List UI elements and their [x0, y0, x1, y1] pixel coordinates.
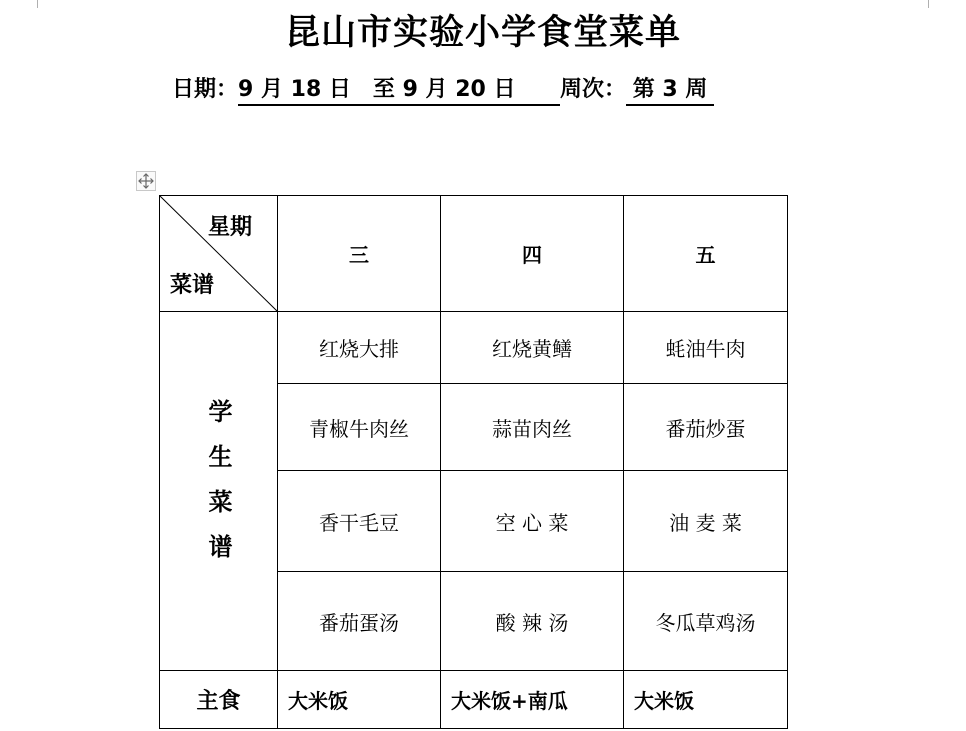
week-label: 周次： [560, 77, 627, 102]
corner-header-cell [160, 196, 278, 312]
dish-cell: 番茄蛋汤 [278, 572, 441, 671]
date-line [172, 74, 714, 106]
menu-header-label: 菜谱 [170, 273, 215, 298]
menu-table [159, 195, 788, 729]
weekday-header-label: 星期 [208, 215, 253, 240]
day-header-thu: 四 [441, 196, 624, 312]
staple-cell: 大米饭 [278, 671, 441, 729]
dish-cell: 红烧大排 [278, 312, 441, 384]
student-menu-label: 学生菜谱 [204, 398, 232, 579]
day-header-fri: 五 [624, 196, 788, 312]
menu-row [160, 312, 788, 384]
page-corner-mark-right [928, 0, 937, 8]
dish-cell: 冬瓜草鸡汤 [624, 572, 788, 671]
date-range: 9 月 18 日 至 9 月 20 日 [238, 76, 560, 106]
staple-food-label: 主食 [196, 689, 241, 714]
section-label-cell [160, 312, 278, 671]
staple-row [160, 671, 788, 729]
staple-cell: 大米饭 [624, 671, 788, 729]
day-header-wed: 三 [278, 196, 441, 312]
dish-cell: 蒜苗肉丝 [441, 384, 624, 471]
header-row [160, 196, 788, 312]
document-title: 昆山市实验小学食堂菜单 [284, 13, 681, 53]
dish-cell: 空 心 菜 [441, 471, 624, 572]
dish-cell: 青椒牛肉丝 [278, 384, 441, 471]
dish-cell: 油 麦 菜 [624, 471, 788, 572]
dish-cell: 红烧黄鳝 [441, 312, 624, 384]
date-label: 日期： [172, 77, 239, 102]
week-number: 第 3 周 [626, 76, 714, 106]
page-corner-mark-left [29, 0, 38, 8]
dish-cell: 酸 辣 汤 [441, 572, 624, 671]
table-move-handle[interactable] [136, 171, 156, 191]
dish-cell: 香干毛豆 [278, 471, 441, 572]
move-arrows-icon [137, 172, 155, 190]
dish-cell: 番茄炒蛋 [624, 384, 788, 471]
staple-cell: 大米饭+南瓜 [441, 671, 624, 729]
staple-label-cell [160, 671, 278, 729]
dish-cell: 蚝油牛肉 [624, 312, 788, 384]
